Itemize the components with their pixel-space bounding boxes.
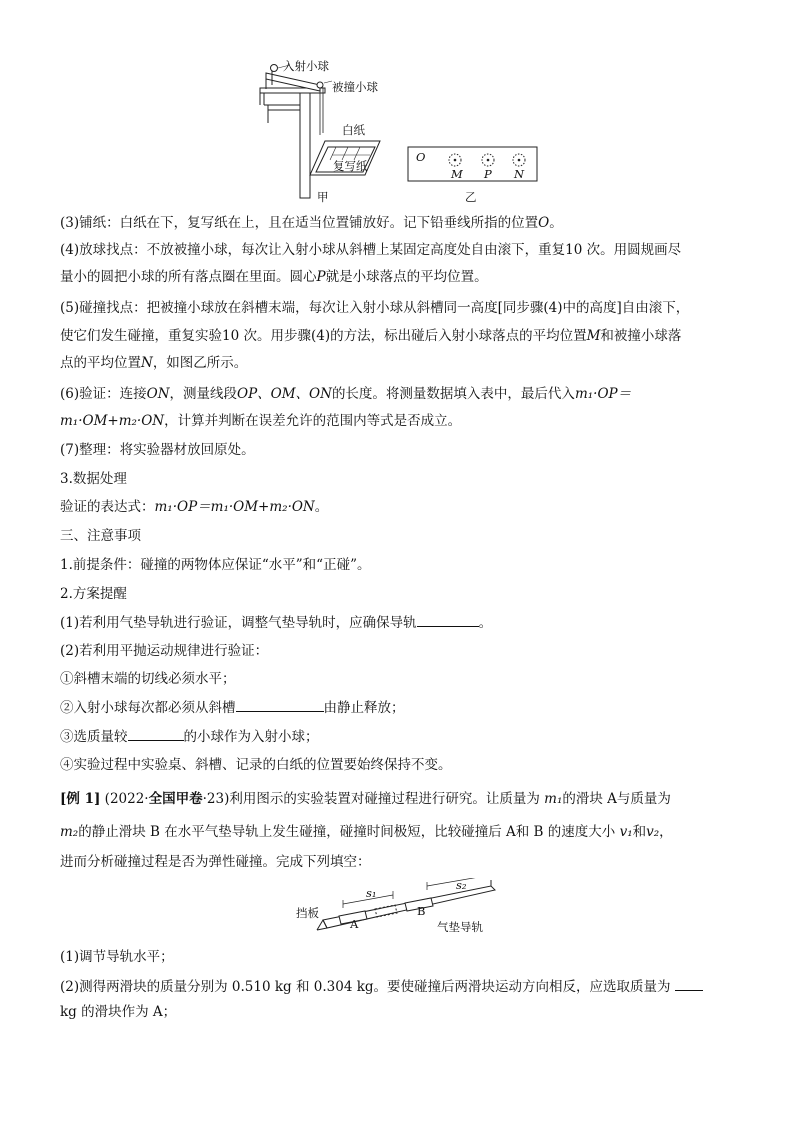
answer-blank[interactable] <box>128 726 184 741</box>
label-incident-ball: 入射小球 <box>283 59 329 73</box>
step-4-line2: 量小的圆把小球的所有落点圈在里面。圆心P就是小球落点的平均位置。 <box>60 269 488 285</box>
label-jia: 甲 <box>317 190 329 204</box>
label-carbon-paper: 复写纸 <box>333 159 368 173</box>
label-air-track: 气垫导轨 <box>437 920 483 934</box>
example-1-line1: [例 1] (2022·全国甲卷·23)利用图示的实验装置对碰撞过程进行研究。让质量为 m₁的滑块 A与质量为 <box>60 791 671 807</box>
step-3: (3)铺纸：白纸在下，复写纸在上，且在适当位置铺放好。记下铅垂线所指的位置O。 <box>60 215 563 231</box>
example-1-line2: m₂的静止滑块 B 在水平气垫导轨上发生碰撞，碰撞时间极短，比较碰撞后 A和 B 的速度大小 v₁和v₂， <box>60 824 673 840</box>
reminder-2: (2)若利用平抛运动规律进行验证： <box>60 643 269 659</box>
reminder-1: (1)若利用气垫导轨进行验证，调整气垫导轨时，应确保导轨 。 <box>60 612 492 633</box>
example-1-line3: 进而分析碰撞过程是否为弹性碰撞。完成下列填空： <box>60 854 371 870</box>
step-5-line3: 点的平均位置N，如图乙所示。 <box>60 355 248 371</box>
answer-blank[interactable] <box>236 697 324 712</box>
label-baffle: 挡板 <box>296 906 319 920</box>
answer-blank[interactable] <box>417 612 479 627</box>
question-2-line1: (2)测得两滑块的质量分别为 0.510 kg 和 0.304 kg。要使碰撞后两滑块运动方向相反，应选取质量为 <box>60 976 703 997</box>
label-s1: s₁ <box>366 886 377 900</box>
condition-4: ④实验过程中实验桌、斜槽、记录的白纸的位置要始终保持不变。 <box>60 757 452 773</box>
step-5-line2: 使它们发生碰撞，重复实验10 次。用步骤(4)的方法，标出碰后入射小球落点的平均位置M和被撞小球落 <box>60 328 682 344</box>
label-white-paper: 白纸 <box>342 123 365 137</box>
data-processing-heading: 3.数据处理 <box>60 471 127 487</box>
label-target-ball: 被撞小球 <box>332 80 378 94</box>
premise-condition: 1.前提条件：碰撞的两物体应保证“水平”和“正碰”。 <box>60 557 371 573</box>
reminder-heading: 2.方案提醒 <box>60 586 127 602</box>
label-point-N: N <box>514 167 525 181</box>
step-7: (7)整理：将实验器材放回原处。 <box>60 442 255 458</box>
question-2-line2: kg 的滑块作为 A； <box>60 1004 177 1020</box>
table-leg-right <box>300 93 310 198</box>
condition-2: ②入射小球每次都必须从斜槽 由静止释放； <box>60 697 405 718</box>
label-slider-B: B <box>417 904 426 918</box>
answer-blank[interactable] <box>675 976 703 991</box>
label-point-O: O <box>416 150 426 164</box>
step-5-line1: (5)碰撞找点：把被撞小球放在斜槽末端，每次让入射小球从斜槽同一高度[同步骤(4)中的高度]自由滚下， <box>60 300 690 316</box>
step-4-line1: (4)放球找点：不放被撞小球，每次让入射小球从斜槽上某固定高度处自由滚下，重复10 次。用圆规画尽 <box>60 242 682 258</box>
label-s2: s₂ <box>456 878 467 892</box>
incident-ball <box>271 65 278 72</box>
step-6-line2: m₁·OM+m₂·ON，计算并判断在误差允许的范围内等式是否成立。 <box>60 413 462 429</box>
notes-heading: 三、注意事项 <box>60 528 141 544</box>
step-6-line1: (6)验证：连接ON，测量线段OP、OM、ON的长度。将测量数据填入表中，最后代入m₁·OP＝ <box>60 386 632 402</box>
label-slider-A: A <box>350 917 359 931</box>
verification-expression: 验证的表达式：m₁·OP＝m₁·OM+m₂·ON。 <box>60 499 329 515</box>
target-ball <box>317 82 323 88</box>
condition-1: ①斜槽末端的切线必须水平； <box>60 671 236 687</box>
label-point-M: M <box>451 167 463 181</box>
condition-3: ③选质量较 的小球作为入射小球； <box>60 726 319 747</box>
label-yi: 乙 <box>465 190 477 204</box>
collision-apparatus-figure <box>240 55 550 205</box>
example-tag: [例 1] <box>60 791 101 807</box>
question-1: (1)调节导轨水平； <box>60 949 174 965</box>
label-point-P: P <box>484 167 492 181</box>
